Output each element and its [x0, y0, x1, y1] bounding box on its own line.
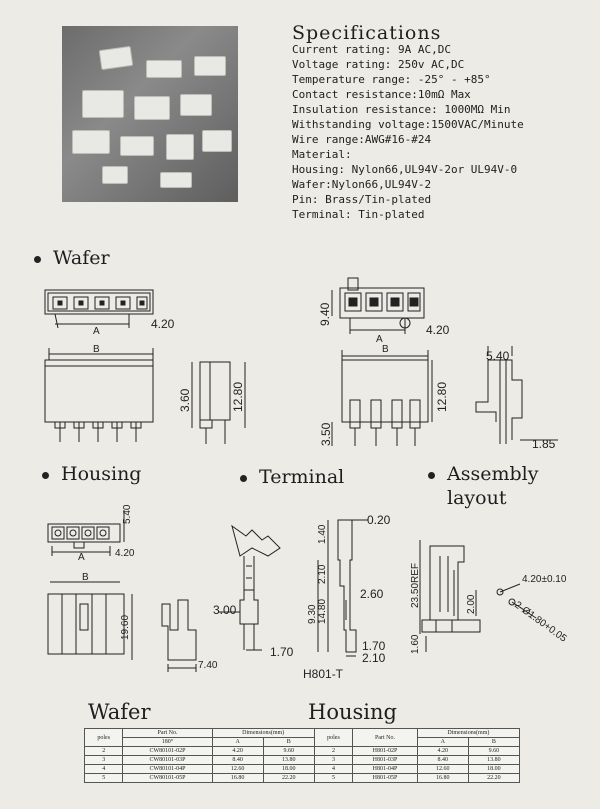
header-b-2: B: [468, 738, 519, 747]
spec-wire: Wire range:AWG#16-#24: [292, 133, 432, 146]
dim-rh-540: 5.40: [486, 349, 510, 363]
housing-top-view: [48, 510, 124, 556]
spec-withstanding: Withstanding voltage:1500VAC/Minute: [292, 118, 524, 131]
dim-a-200: 2.00: [466, 594, 477, 614]
dim-t-210b: 2.10: [362, 651, 386, 665]
dim-rh-350: 3.50: [319, 422, 333, 446]
dim-rh-1280: 12.80: [435, 381, 449, 412]
table-title-wafer: Wafer: [88, 700, 151, 724]
header-a-2: A: [417, 738, 468, 747]
spec-terminal: Terminal: Tin-plated: [292, 208, 425, 221]
header-b: B: [263, 738, 314, 747]
dim-h-540: 5.40: [122, 504, 133, 524]
spec-temperature: Temperature range: -25° - +85°: [292, 73, 491, 86]
dim-rh-pitch: 4.20: [426, 323, 450, 337]
header-deg: 180°: [123, 738, 212, 747]
dim-a-ref: 23.50REF: [410, 562, 421, 608]
dim-wafer-a: A: [93, 326, 100, 337]
dim-a-160: 1.60: [410, 634, 421, 654]
terminal-model: H801-T: [303, 667, 344, 681]
table-row: 5 CW80101-05P 16.80 22.20 5 H801-05P 16.80 22.20: [85, 774, 520, 783]
dimensions-table: [84, 728, 520, 783]
header-dim-2: Dimensions(mm): [417, 729, 519, 738]
right-front-view: [332, 350, 432, 446]
table-row: 2 CW80101-02P 4.20 9.60 2 H801-02P 4.20 9.60: [85, 747, 520, 756]
dim-wafer-pitch: 4.20: [151, 317, 175, 331]
dim-rh-940: 9.40: [318, 302, 332, 326]
table-title-housing: Housing: [308, 700, 397, 724]
spec-voltage: Voltage rating: 250v AC,DC: [292, 58, 465, 71]
spec-current: Current rating: 9A AC,DC: [292, 43, 451, 56]
header-poles-2: poles: [314, 729, 352, 747]
header-dim: Dimensions(mm): [212, 729, 314, 738]
header-poles: poles: [85, 729, 123, 747]
header-a: A: [212, 738, 263, 747]
dim-t-170a: 1.70: [270, 645, 294, 659]
spec-insulation: Insulation resistance: 1000MΩ Min: [292, 103, 511, 116]
dim-wafer-b: B: [93, 344, 100, 355]
dim-t-020: 0.20: [367, 513, 391, 527]
dim-h-740: 7.40: [198, 660, 218, 671]
terminal-side-view: [218, 526, 280, 650]
spec-housing: Housing: Nylon66,UL94V-2or UL94V-0: [292, 163, 518, 176]
section-housing: Housing: [42, 463, 141, 485]
dim-rh-a: A: [376, 334, 383, 345]
dim-t-260: 2.60: [360, 587, 384, 601]
spec-pin: Pin: Brass/Tin-plated: [292, 193, 432, 206]
section-assembly: Assembly layout: [428, 462, 538, 510]
dim-t-300: 3.00: [213, 603, 237, 617]
dim-rh-185: 1.85: [532, 437, 556, 451]
dim-t-210a: 2.10: [317, 564, 328, 584]
right-top-view: [332, 278, 424, 334]
dim-t-140: 1.40: [317, 524, 328, 544]
dim-t-930: 9.30: [307, 604, 318, 624]
dim-t-1480: 14.80: [317, 598, 328, 624]
spec-contact: Contact resistance:10mΩ Max: [292, 88, 471, 101]
section-wafer: Wafer: [34, 247, 110, 269]
dim-wafer-h2: 12.80: [231, 381, 245, 412]
dim-a-420: 4.20±0.10: [522, 574, 567, 585]
dim-h-1960: 19.60: [120, 614, 131, 640]
dim-h-420: 4.20: [115, 548, 135, 559]
dim-h-b: B: [82, 572, 89, 583]
dim-h-a: A: [78, 552, 85, 563]
dim-a-hole: 2-Ø1.80+0.05: [512, 599, 569, 645]
table-row: 3 CW80101-03P 8.40 13.80 3 H801-03P 8.40 13.80: [85, 756, 520, 765]
wafer-top-view: [45, 290, 153, 328]
table-row: 4 CW80101-04P 12.60 18.00 4 H801-04P 12.60 18.00: [85, 765, 520, 774]
dim-wafer-h1: 3.60: [178, 388, 192, 412]
housing-side-view: [162, 600, 196, 672]
specs-title: Specifications: [292, 22, 442, 44]
dim-t-170b: 1.70: [362, 639, 386, 653]
spec-material: Material:: [292, 148, 352, 161]
header-part: Part No.: [123, 729, 212, 738]
header-part-2: Part No.: [353, 729, 418, 747]
dim-rh-b: B: [382, 344, 389, 355]
spec-wafer: Wafer:Nylon66,UL94V-2: [292, 178, 432, 191]
wafer-front-view: [45, 348, 153, 442]
section-terminal: Terminal: [240, 466, 344, 488]
